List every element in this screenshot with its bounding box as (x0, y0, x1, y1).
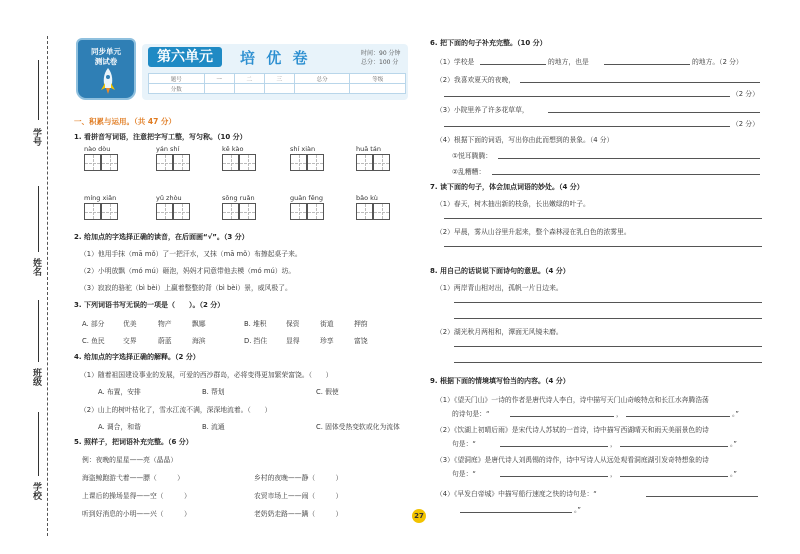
comma: ， (610, 440, 617, 448)
unit-title: 第六单元 (148, 47, 222, 67)
q4-item-1: （1）随着祖国建设事业的发展，可爱的西沙群岛，必将变得更加繁荣富饶。（ ） (80, 371, 333, 379)
q3-word: 飘娜 (192, 320, 206, 328)
q3-word: 保资 (286, 320, 300, 328)
page-number: 27 (412, 509, 426, 523)
badge-line-2: 测试卷 (94, 57, 118, 66)
quote-end: 。” (730, 470, 737, 478)
q5-item[interactable]: 海盗鲸跑游弋着——膘（ ） (82, 474, 184, 482)
pinyin-label: yǔ zhòu (156, 194, 182, 202)
answer-line[interactable] (520, 82, 760, 83)
q3-word: 街道 (320, 320, 334, 328)
q9-item-1-lead: 的诗句是：“ (452, 410, 490, 418)
q2-item: （1）他用手抹（mā mǒ）了一把汗水，又抹（mā mǒ）布擦起桌子来。 (80, 250, 302, 258)
class-label: 班级 (31, 368, 41, 386)
pinyin-label: kē kào (222, 145, 244, 153)
writing-box[interactable] (84, 203, 101, 220)
total-score: 总分：100 分 (361, 59, 399, 66)
q2-item: （3）寂寂的骆驼（bì bèi）上赢着整整的背（bì bèi）景，威风极了。 (80, 284, 292, 292)
answer-line[interactable] (646, 496, 758, 497)
answer-line[interactable] (444, 218, 762, 219)
writing-box[interactable] (222, 203, 239, 220)
score-cell: 分数 (149, 84, 205, 94)
q6-item-1-a: （1）学校是 (436, 58, 475, 66)
answer-line[interactable] (498, 158, 760, 159)
score-cell: 二 (234, 74, 264, 84)
quote-end: 。” (574, 506, 581, 514)
answer-line[interactable] (500, 476, 608, 477)
q9-item-4: （4）《早发白帝城》中描写船行速度之快的诗句是：“ (436, 490, 597, 498)
q6-item-3: （3）小院里养了许多花草草， (436, 106, 529, 114)
comma: ， (616, 410, 623, 418)
q7-title: 7. 读下面的句子，体会加点词语的妙处。（4 分） (430, 183, 584, 191)
score-cell: 一 (204, 74, 234, 84)
q3-word: 物产 (158, 320, 172, 328)
q3-word: 蔚蓝 (158, 337, 172, 345)
writing-box[interactable] (373, 203, 390, 220)
score-cell[interactable] (264, 84, 294, 94)
q6-points: （2 分） (732, 90, 759, 98)
q5-title: 5. 照样子，把词语补充完整。（6 分） (74, 438, 193, 446)
score-cell[interactable] (350, 84, 406, 94)
q9-title: 9. 根据下面的情境填写恰当的内容。（4 分） (430, 377, 570, 385)
writing-box[interactable] (356, 154, 373, 171)
pinyin-label: shí xiàn (290, 145, 316, 153)
answer-line[interactable] (444, 246, 762, 247)
q6-points: （2 分） (732, 120, 759, 128)
answer-line[interactable] (454, 302, 762, 303)
q5-item[interactable]: 老奶奶走路——蹒（ ） (254, 510, 343, 518)
q5-item[interactable]: 上课后的操场显得——空（ ） (82, 492, 191, 500)
answer-line[interactable] (604, 64, 690, 65)
score-table (148, 73, 406, 94)
score-cell[interactable] (294, 84, 350, 94)
writing-box[interactable] (84, 154, 101, 171)
writing-box[interactable] (356, 203, 373, 220)
q5-item[interactable]: 乡村的夜晚——静（ ） (254, 474, 343, 482)
q1-title: 1. 看拼音写词语，注意把字写工整，写匀称。（10 分） (74, 133, 247, 141)
score-cell: 题号 (149, 74, 205, 84)
q9-item-3-lead: 句是：“ (452, 470, 476, 478)
pinyin-label: sōng ruǎn (222, 194, 255, 202)
pinyin-label: míng xiǎn (84, 194, 117, 202)
comma: ， (610, 470, 617, 478)
answer-line[interactable] (454, 362, 762, 363)
writing-box[interactable] (307, 154, 324, 171)
q4-item-2: （2）山上的树叶枯化了，雪水江流不满，深深地流着。（ ） (80, 406, 272, 414)
q7-item-2: （2）早晨，雾从山谷里升起来，整个森林浸在乳白色的浓雾里。 (436, 228, 631, 236)
q3-word: 海滨 (192, 337, 206, 345)
answer-line[interactable] (626, 416, 730, 417)
badge-line-1: 同步单元 (91, 47, 121, 56)
q3-option[interactable]: C. 鱼民 (82, 337, 105, 345)
q6-item-1-c: 的地方。（2 分） (692, 58, 743, 66)
q6-title: 6. 把下面的句子补充完整。（10 分） (430, 39, 547, 47)
writing-box[interactable] (373, 154, 390, 171)
answer-line[interactable] (492, 174, 760, 175)
q3-word: 押韵 (354, 320, 368, 328)
score-table-row (149, 74, 406, 84)
answer-line[interactable] (510, 416, 614, 417)
writing-box[interactable] (239, 154, 256, 171)
answer-line[interactable] (444, 126, 730, 127)
q4-option[interactable]: B. 帮划 (202, 388, 225, 396)
pinyin-label: yán shí (156, 145, 180, 153)
answer-line[interactable] (454, 346, 762, 347)
writing-box[interactable] (290, 154, 307, 171)
time-limit: 时间：90 分钟 (361, 50, 401, 57)
score-cell: 三 (264, 74, 294, 84)
writing-box[interactable] (239, 203, 256, 220)
series-badge (76, 38, 136, 100)
q3-option[interactable]: D. 挡住 (244, 337, 268, 345)
quote-end: 。” (730, 440, 737, 448)
answer-line[interactable] (620, 476, 728, 477)
pinyin-label: nào dòu (84, 145, 111, 153)
q3-word: 优美 (123, 320, 137, 328)
score-cell: 总分 (294, 74, 350, 84)
q4-option[interactable]: C. 固体受热变软或化为流体 (316, 423, 400, 431)
q9-item-2-lead: 句是：“ (452, 440, 476, 448)
q3-word: 显得 (286, 337, 300, 345)
q5-example: 例：夜晚的星星——亮（晶晶） (82, 456, 178, 464)
q4-option[interactable]: B. 流通 (202, 423, 225, 431)
q6-item-4-1: ①悦耳腾腾： (452, 152, 493, 160)
pinyin-label: guān fēng (290, 194, 323, 202)
writing-box[interactable] (307, 203, 324, 220)
answer-line[interactable] (548, 112, 760, 113)
q3-word: 交界 (123, 337, 137, 345)
q9-item-3: （3）《望洞庭》是唐代诗人刘禹锡的诗作，诗中写诗人从远处观看洞庭湖引发奇特想象的诗 (436, 456, 709, 464)
q4-option[interactable]: A. 调合，和谐 (98, 423, 141, 431)
pinyin-label: bǎo kù (356, 194, 378, 202)
quote-end: 。” (732, 410, 739, 418)
q8-title: 8. 用自己的话说说下面诗句的意思。（4 分） (430, 267, 570, 275)
school-blank[interactable] (38, 412, 39, 476)
q8-item-2: （2）湖光秋月两相和，潭面无风镜未磨。 (436, 328, 563, 336)
q6-item-1-b: 的地方，也是 (548, 58, 589, 66)
q2-item: （2）小明放飘（mó mú）砸泡，妈妈才同意带他去模（mó mú）坊。 (80, 267, 296, 275)
q4-option[interactable]: C. 假使 (316, 388, 339, 396)
score-cell[interactable] (204, 84, 234, 94)
score-table-row (149, 84, 406, 94)
answer-line[interactable] (480, 64, 546, 65)
q6-item-4-2: ②乱糟糟： (452, 168, 486, 176)
student-no-blank[interactable] (38, 60, 39, 120)
paper-type: 培 优 卷 (240, 49, 311, 67)
student-no-label: 学号 (31, 128, 41, 146)
q3-option[interactable]: B. 堆积 (244, 320, 267, 328)
name-label: 姓名 (31, 258, 41, 276)
answer-line[interactable] (444, 96, 730, 97)
name-blank[interactable] (38, 186, 39, 252)
q6-item-2: （2）我喜欢夏天的夜晚， (436, 76, 516, 84)
writing-box[interactable] (173, 203, 190, 220)
answer-line[interactable] (460, 512, 572, 513)
q3-title: 3. 下列词语书写无误的一项是（ ）。（2 分） (74, 301, 225, 309)
q5-item[interactable]: 农贸市场上——闹（ ） (254, 492, 343, 500)
q9-item-1: （1）《望天门山》一诗的作者是唐代诗人李白，诗中描写天门山奇峻特点和长江水奔腾浩荡 (436, 396, 709, 404)
answer-line[interactable] (454, 318, 762, 319)
answer-line[interactable] (500, 446, 608, 447)
school-label: 学校 (31, 482, 41, 500)
q3-option[interactable]: A. 部分 (82, 320, 105, 328)
q7-item-1: （1）春天，树木抽出新的枝条，长出嫩绿的叶子。 (436, 200, 590, 208)
q3-word: 富饶 (354, 337, 368, 345)
binding-cut-line (47, 36, 48, 536)
header-banner (72, 38, 410, 102)
score-cell[interactable] (234, 84, 264, 94)
q6-item-4: （4）根据下面的词语，写出你由此而想到的景象。（4 分） (436, 136, 614, 144)
q4-title: 4. 给加点的字选择正确的解释。（2 分） (74, 353, 200, 361)
q5-item[interactable]: 听到好消息的小明——兴（ ） (82, 510, 191, 518)
class-blank[interactable] (38, 300, 39, 362)
rocket-icon (100, 68, 116, 94)
writing-box[interactable] (101, 203, 118, 220)
q8-item-1: （1）两岸青山相对出，孤帆一片日边来。 (436, 284, 563, 292)
answer-line[interactable] (620, 446, 728, 447)
q3-word: 珍享 (320, 337, 334, 345)
section-1-title: 一、积累与运用。（共 47 分） (74, 117, 176, 126)
q2-title: 2. 给加点的字选择正确的读音，在后面画“√”。（3 分） (74, 233, 249, 241)
writing-box[interactable] (290, 203, 307, 220)
pinyin-label: huā tán (356, 145, 381, 153)
q9-item-2: （2）《饮湖上初晴后雨》是宋代诗人苏轼的一首诗，诗中描写西湖晴天和雨天美丽景色的诗 (436, 426, 709, 434)
writing-box[interactable] (156, 203, 173, 220)
writing-box[interactable] (156, 154, 173, 171)
writing-box[interactable] (173, 154, 190, 171)
score-cell: 等级 (350, 74, 406, 84)
writing-box[interactable] (101, 154, 118, 171)
writing-box[interactable] (222, 154, 239, 171)
q4-option[interactable]: A. 布置，安排 (98, 388, 141, 396)
